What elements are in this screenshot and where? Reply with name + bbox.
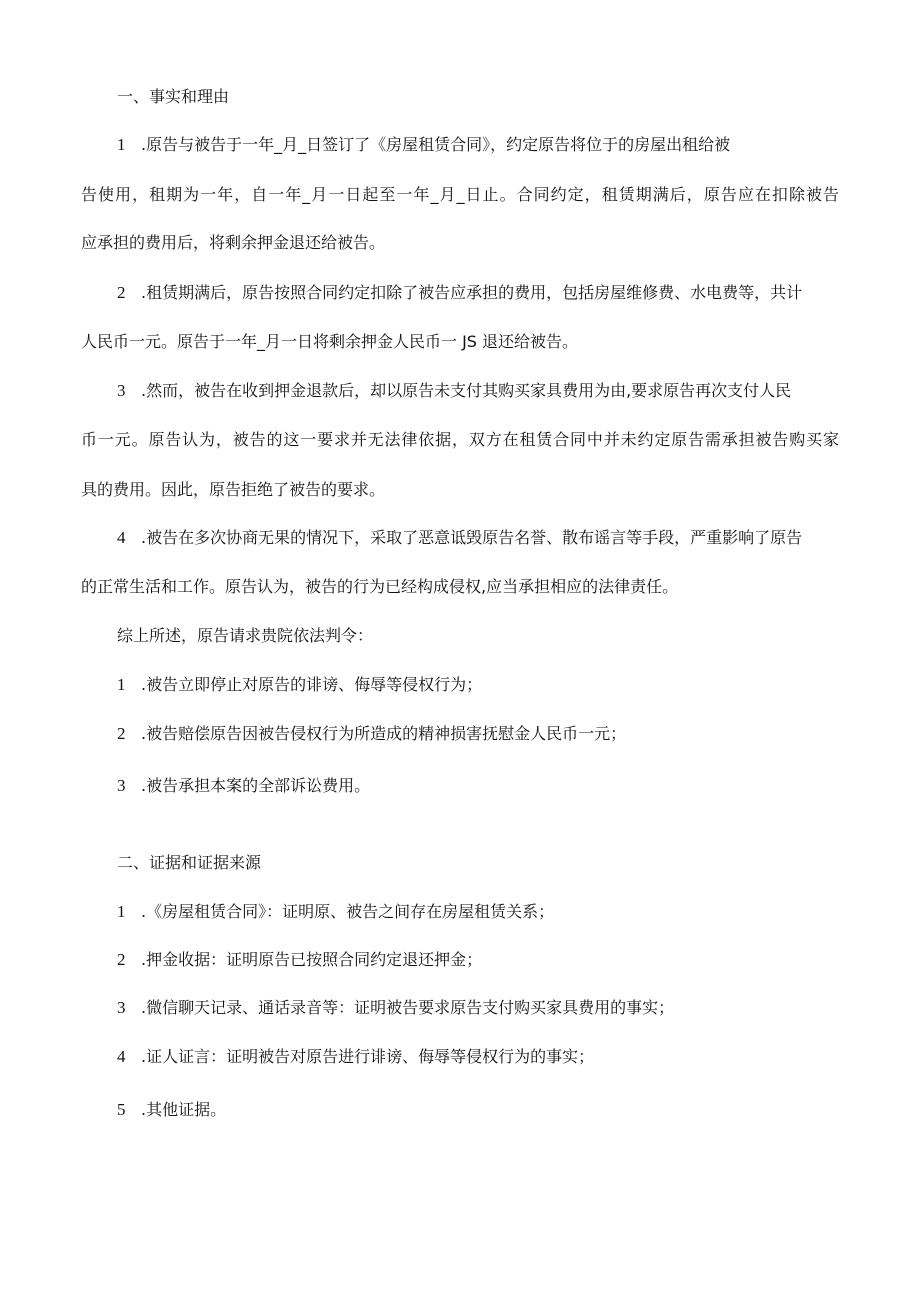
item-number: 3: [117, 998, 126, 1017]
item-text: .租赁期满后，原告按照合同约定扣除了被告应承担的费用，包括房屋维修费、水电费等，共计: [141, 283, 803, 302]
evidence-item-3: [117, 998, 674, 1018]
fact-item-2-first-line: [117, 283, 802, 303]
item-text: .《房屋租赁合同》：证明原、被告之间存在房屋租赁关系；: [141, 902, 555, 921]
item-text: .其他证据。: [141, 1100, 227, 1119]
item-number: 2: [117, 950, 126, 969]
evidence-item-4: [117, 1047, 594, 1067]
fact-item-3-line-2: 币一元。原告认为，被告的这一要求并无法律依据，双方在租赁合同中并未约定原告需承担被告购买家: [81, 430, 839, 449]
item-text: .被告在多次协商无果的情况下，采取了恶意诋毁原告名誉、散布谣言等手段，严重影响了原告: [141, 528, 803, 547]
fact-item-3-first-line: [117, 381, 791, 401]
fact-item-2-line-2: 人民币一元。原告于一年_月一日将剩余押金人民币一 JS 退还给被告。: [81, 332, 579, 351]
request-item-1: [117, 675, 482, 695]
summary-text: 综上所述，原告请求贵院依法判令：: [117, 626, 374, 645]
item-number: 2: [117, 724, 126, 743]
item-number: 3: [117, 381, 126, 400]
item-number: 1: [117, 902, 126, 921]
item-text: .证人证言：证明被告对原告进行诽谤、侮辱等侵权行为的事实；: [141, 1047, 595, 1066]
fact-item-1-line-2: 告使用，租期为一年，自一年_月一日起至一年_月_日止。合同约定，租赁期满后，原告应在扣除被告: [81, 185, 839, 204]
fact-item-3-line-3: 具的费用。因此，原告拒绝了被告的要求。: [81, 480, 386, 499]
fact-item-4-first-line: [117, 528, 802, 548]
evidence-item-5: [117, 1100, 226, 1120]
request-item-2: [117, 724, 626, 744]
item-text: .然而，被告在收到押金退款后，却以原告未支付其购买家具费用为由,要求原告再次支付人民: [141, 381, 792, 400]
evidence-item-2: [117, 950, 482, 970]
request-item-3: [117, 776, 370, 796]
evidence-item-1: [117, 902, 554, 922]
item-number: 2: [117, 283, 126, 302]
item-text: .被告承担本案的全部诉讼费用。: [141, 776, 371, 795]
item-number: 4: [117, 1047, 126, 1066]
section-heading: 二、证据和证据来源: [117, 853, 262, 872]
fact-item-1-line-3: 应承担的费用后，将剩余押金退还给被告。: [81, 233, 386, 252]
fact-item-1-first-line: [117, 135, 730, 155]
item-number: 1: [117, 135, 126, 154]
item-number: 4: [117, 528, 126, 547]
item-number: 3: [117, 776, 126, 795]
item-text: .押金收据：证明原告已按照合同约定退还押金；: [141, 950, 483, 969]
item-text: .被告立即停止对原告的诽谤、侮辱等侵权行为；: [141, 675, 483, 694]
item-number: 1: [117, 675, 126, 694]
item-number: 5: [117, 1100, 126, 1119]
item-text: .微信聊天记录、通话录音等：证明被告要求原告支付购买家具费用的事实；: [141, 998, 675, 1017]
item-text: .原告与被告于一年_月_日签订了《房屋租赁合同》，约定原告将位于的房屋出租给被: [141, 135, 731, 154]
section-heading: 一、事实和理由: [117, 87, 230, 106]
item-text: .被告赔偿原告因被告侵权行为所造成的精神损害抚慰金人民币一元；: [141, 724, 627, 743]
fact-item-4-line-2: 的正常生活和工作。原告认为，被告的行为已经构成侵权,应当承担相应的法律责任。: [81, 577, 679, 596]
